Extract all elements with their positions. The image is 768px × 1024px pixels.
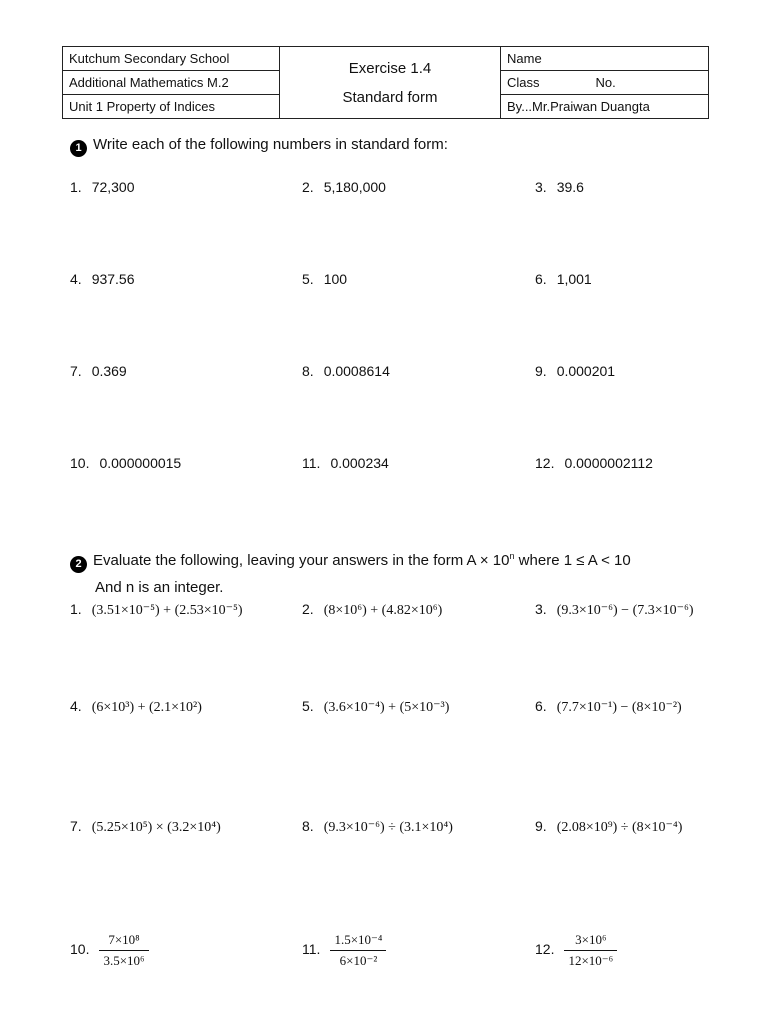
s2-q11-num: 11. xyxy=(302,941,321,958)
section2-instruction-a: Evaluate the following, leaving your answers in the form A × 10 xyxy=(93,552,510,569)
s1-question-6 xyxy=(535,271,592,287)
s2-question-3 xyxy=(535,601,694,619)
s1-q11-num: 11. xyxy=(302,455,321,471)
s2-question-4 xyxy=(70,698,202,716)
s1-q11-text: 0.000234 xyxy=(330,455,389,471)
s1-question-10 xyxy=(70,455,181,471)
section2-marker-icon: 2 xyxy=(70,556,87,573)
unit-name: Unit 1 Property of Indices xyxy=(63,95,280,119)
s2-q11-denominator: 6×10⁻² xyxy=(339,953,378,968)
s1-q9-num: 9. xyxy=(535,363,547,379)
s1-question-8 xyxy=(302,363,390,379)
s2-q9-expression: (2.08×10⁹) ÷ (8×10⁻⁴) xyxy=(556,820,683,835)
s1-question-4 xyxy=(70,271,135,287)
topic-title: Standard form xyxy=(342,88,438,106)
s2-q5-num: 5. xyxy=(302,698,314,714)
s1-q8-num: 8. xyxy=(302,363,314,379)
s2-question-11 xyxy=(302,932,386,969)
section2-instruction-sup: n xyxy=(509,551,515,561)
s2-q6-expression: (7.7×10⁻¹) − (8×10⁻²) xyxy=(556,700,682,715)
s2-q12-num: 12. xyxy=(535,941,555,958)
name-field: Name xyxy=(501,47,709,71)
s1-q12-text: 0.0000002112 xyxy=(564,455,653,471)
s2-question-2 xyxy=(302,601,442,619)
s2-q8-num: 8. xyxy=(302,818,314,834)
s2-q9-num: 9. xyxy=(535,818,547,834)
s1-q4-num: 4. xyxy=(70,271,82,287)
s2-q1-expression: (3.51×10⁻⁵) + (2.53×10⁻⁵) xyxy=(91,603,243,618)
s1-q12-num: 12. xyxy=(535,455,555,471)
s1-question-2 xyxy=(302,179,386,195)
s2-q4-expression: (6×10³) + (2.1×10²) xyxy=(91,700,202,715)
s1-q2-num: 2. xyxy=(302,179,314,195)
s2-q11-fraction xyxy=(330,932,386,969)
s1-q7-num: 7. xyxy=(70,363,82,379)
s1-q3-num: 3. xyxy=(535,179,547,195)
s2-q10-numerator: 7×10⁸ xyxy=(99,932,148,951)
s2-question-8 xyxy=(302,818,453,836)
s2-q11-numerator: 1.5×10⁻⁴ xyxy=(330,932,386,951)
s2-q4-num: 4. xyxy=(70,698,82,714)
s1-q2-text: 5,180,000 xyxy=(323,179,386,195)
s1-q10-num: 10. xyxy=(70,455,90,471)
s1-q1-num: 1. xyxy=(70,179,82,195)
class-label: Class xyxy=(507,75,540,90)
s2-question-1 xyxy=(70,601,243,619)
s2-question-12 xyxy=(535,932,617,969)
section1-instruction-text: Write each of the following numbers in standard form: xyxy=(93,136,448,153)
s2-q3-expression: (9.3×10⁻⁶) − (7.3×10⁻⁶) xyxy=(556,603,694,618)
s1-question-1 xyxy=(70,179,135,195)
s2-question-7 xyxy=(70,818,221,836)
s1-q5-text: 100 xyxy=(323,271,348,287)
class-field xyxy=(501,71,709,95)
s1-question-3 xyxy=(535,179,584,195)
s1-q10-text: 0.000000015 xyxy=(99,455,182,471)
s1-q6-text: 1,001 xyxy=(556,271,592,287)
s2-q3-num: 3. xyxy=(535,601,547,617)
number-label: No. xyxy=(595,75,616,90)
author-name: By...Mr.Praiwan Duangta xyxy=(501,95,709,119)
s2-q6-num: 6. xyxy=(535,698,547,714)
school-name: Kutchum Secondary School xyxy=(63,47,280,71)
s2-question-9 xyxy=(535,818,682,836)
s2-q2-expression: (8×10⁶) + (4.82×10⁶) xyxy=(323,603,443,618)
s2-q12-denominator: 12×10⁻⁶ xyxy=(568,953,614,968)
s1-q5-num: 5. xyxy=(302,271,314,287)
s2-q7-expression: (5.25×10⁵) × (3.2×10⁴) xyxy=(91,820,221,835)
s2-q12-numerator: 3×10⁶ xyxy=(564,932,617,951)
s1-question-11 xyxy=(302,455,389,471)
s1-q6-num: 6. xyxy=(535,271,547,287)
section1-marker-icon: 1 xyxy=(70,140,87,157)
s1-question-5 xyxy=(302,271,347,287)
header-table xyxy=(62,46,709,119)
section1-instruction xyxy=(70,136,448,157)
s1-q1-text: 72,300 xyxy=(91,179,135,195)
s1-question-9 xyxy=(535,363,615,379)
s1-question-7 xyxy=(70,363,127,379)
s2-q10-denominator: 3.5×10⁶ xyxy=(103,953,145,968)
s2-question-6 xyxy=(535,698,682,716)
s1-q4-text: 937.56 xyxy=(91,271,135,287)
s1-q7-text: 0.369 xyxy=(91,363,127,379)
s1-q8-text: 0.0008614 xyxy=(323,363,390,379)
subject-name: Additional Mathematics M.2 xyxy=(63,71,280,95)
s2-q7-num: 7. xyxy=(70,818,82,834)
s2-q10-fraction xyxy=(99,932,148,969)
s2-q10-num: 10. xyxy=(70,941,90,958)
section2-instruction-b: where 1 ≤ A < 10 xyxy=(514,552,631,569)
s2-question-5 xyxy=(302,698,449,716)
exercise-title: Exercise 1.4 xyxy=(348,59,432,77)
s2-q12-fraction xyxy=(564,932,617,969)
section2-instruction-line2: And n is an integer. xyxy=(95,579,224,596)
s2-q5-expression: (3.6×10⁻⁴) + (5×10⁻³) xyxy=(323,700,450,715)
s2-q2-num: 2. xyxy=(302,601,314,617)
s1-question-12 xyxy=(535,455,653,471)
s1-q3-text: 39.6 xyxy=(556,179,584,195)
section2-instruction xyxy=(70,543,631,601)
s1-q9-text: 0.000201 xyxy=(556,363,616,379)
worksheet-title xyxy=(280,47,501,119)
s2-q1-num: 1. xyxy=(70,601,82,617)
s2-q8-expression: (9.3×10⁻⁶) ÷ (3.1×10⁴) xyxy=(323,820,453,835)
s2-question-10 xyxy=(70,932,149,969)
